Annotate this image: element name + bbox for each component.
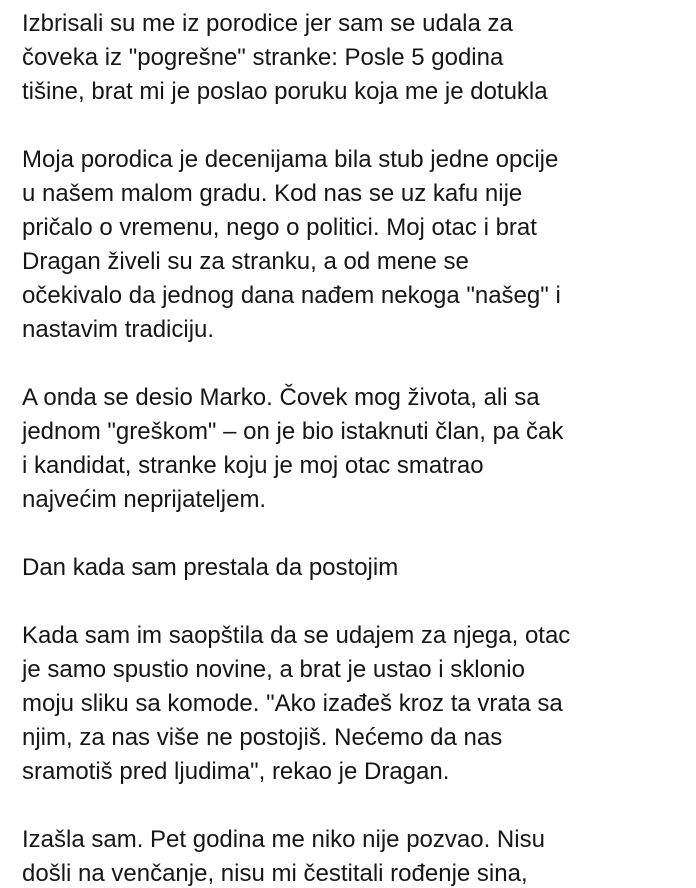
paragraph-3-line-3: moju sliku sa komode. "Ako izađeš kroz ta vrata sa <box>22 690 563 717</box>
paragraph-gap <box>22 517 692 551</box>
paragraph-3-line-1: Kada sam im saopštila da se udajem za njega, otac <box>22 622 571 649</box>
paragraph-1-line-6: nastavim tradiciju. <box>22 316 215 343</box>
paragraph-2-line-1: A onda se desio Marko. Čovek mog života, ali sa <box>22 384 540 411</box>
paragraph-2-line-2: jednom "greškom" – on je bio istaknuti član, pa čak <box>22 418 564 445</box>
paragraph-gap <box>22 347 692 381</box>
paragraph-gap <box>22 585 692 619</box>
paragraph-4-line-1: Izašla sam. Pet godina me niko nije pozvao. Nisu <box>22 826 545 853</box>
paragraph-1-line-1: Moja porodica je decenijama bila stub jedne opcije <box>22 146 559 173</box>
paragraph-2-line-4: najvećim neprijateljem. <box>22 486 267 513</box>
paragraph-gap <box>22 109 692 143</box>
paragraph-4-line-2: došli na venčanje, nisu mi čestitali rođenje sina, <box>22 860 528 887</box>
article-subheading: Dan kada sam prestala da postojim <box>22 554 399 581</box>
article-title-line-1: Izbrisali su me iz porodice jer sam se udala za <box>22 10 513 37</box>
article-title-line-3: tišine, brat mi je poslao poruku koja me je dotukla <box>22 78 548 105</box>
paragraph-1-line-2: u našem malom gradu. Kod nas se uz kafu nije <box>22 180 523 207</box>
paragraph-3-line-4: njim, za nas više ne postojiš. Nećemo da nas <box>22 724 503 751</box>
article-body <box>22 7 692 888</box>
paragraph-1-line-4: Dragan živeli su za stranku, a od mene se <box>22 248 469 275</box>
paragraph-3-line-2: je samo spustio novine, a brat je ustao i sklonio <box>22 656 525 683</box>
paragraph-gap <box>22 789 692 823</box>
paragraph-2-line-3: i kandidat, stranke koju je moj otac smatrao <box>22 452 484 479</box>
paragraph-1-line-5: očekivalo da jednog dana nađem nekoga "našeg" i <box>22 282 561 309</box>
article-title-line-2: čoveka iz "pogrešne" stranke: Posle 5 godina <box>22 44 504 71</box>
paragraph-3-line-5: sramotiš pred ljudima", rekao je Dragan. <box>22 758 450 785</box>
paragraph-1-line-3: pričalo o vremenu, nego o politici. Moj otac i brat <box>22 214 537 241</box>
